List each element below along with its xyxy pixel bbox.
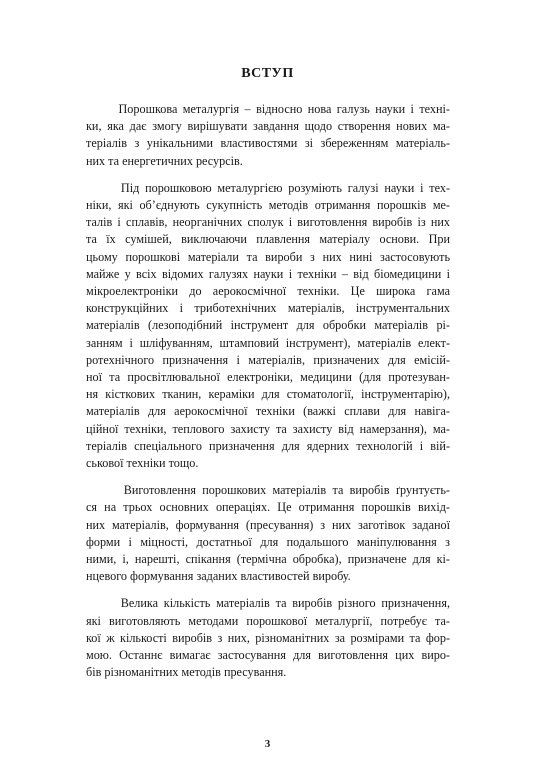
paragraph-3 [86,482,450,585]
text-line: Велика кількість матеріалів та виробів різного призначення, [86,596,450,611]
text-line: ними, і, нарешті, спікання (термічна обробка), призначене для кі- [86,552,450,567]
text-line: нцевого формування заданих властивостей виробу. [86,569,351,584]
text-line: ки, яка дає змогу вирішувати завдання щодо створення нових ма- [86,119,450,134]
text-line: занням і шліфуванням, штамповий інструмент), матеріалів елект- [86,335,450,350]
body-text [86,101,450,692]
text-line: матеріалів для аерокосмічної техніки (важкі сплави для навіга- [86,404,450,419]
text-line: ної та просвітлювальної електроніки, медицини (для протезуван- [86,370,450,385]
text-line: форми і міцності, достатньої для подальшого маніпулювання з [86,534,450,549]
text-line: мою. Останнє вимагає застосування для виготовлення цих виро- [86,648,450,663]
text-line: ційної техніки, теплового захисту та захисту від намерзання), ма- [86,421,450,436]
text-line: них та енергетичних ресурсів. [86,153,243,168]
text-line: та їх сумішей, виключаючи плавлення матеріалу основи. При [86,232,450,247]
text-line: які виготовляють методами порошкової металургії, потребує та- [86,613,450,628]
text-line: ськової техніки тощо. [86,456,199,471]
text-line: конструкційних і триботехнічних матеріалів, інструментальних [86,301,450,316]
text-line: Під порошковою металургією розуміють галузі науки і тех- [86,180,450,195]
text-line: бів різноманітних методів пресування. [86,665,287,680]
text-line: Виготовлення порошкових матеріалів та виробів ґрунтуєть- [86,483,450,498]
text-line: них матеріалів, формування (пресування) з них заготівок заданої [86,517,450,532]
paragraph-1 [86,101,450,170]
paragraph-2 [86,180,450,472]
text-line: майже у всіх відомих галузях науки і техніки – від біомедицини і [86,266,450,281]
text-line: теріалів спеціального призначення для ядерних технологій і вій- [86,438,450,453]
text-line: теріалів з унікальними властивостями зі збереженням матеріаль- [86,136,450,151]
text-line: ніки, які об’єднують сукупність методів отримання порошків ме- [86,198,450,213]
text-line: цьому порошкові матеріали та вироби з них нині застосовують [86,249,450,264]
page-title: ВСТУП [241,66,294,81]
text-line: кої ж кількості виробів з них, різноманітних за розмірами та фор- [86,630,450,645]
page-number: 3 [264,738,271,750]
text-line: ся на трьох основних операціях. Це отримання порошків вихід- [86,500,450,515]
paragraph-4 [86,595,450,681]
text-line: Порошкова металургія – відносно нова галузь науки і техні- [86,102,450,116]
text-line: ня кісткових тканин, кераміки для стоматології, інструментарію), [86,387,450,402]
text-line: талів і сплавів, неорганічних сполук і виготовлення виробів із них [86,215,450,230]
text-line: мікроелектроніки до аерокосмічної техніки. Це широка гама [86,284,450,299]
text-line: матеріалів (лезоподібний інструмент для обробки матеріалів рі- [86,318,450,333]
text-line: ротехнічного призначення і матеріалів, призначених для емісій- [86,352,450,367]
